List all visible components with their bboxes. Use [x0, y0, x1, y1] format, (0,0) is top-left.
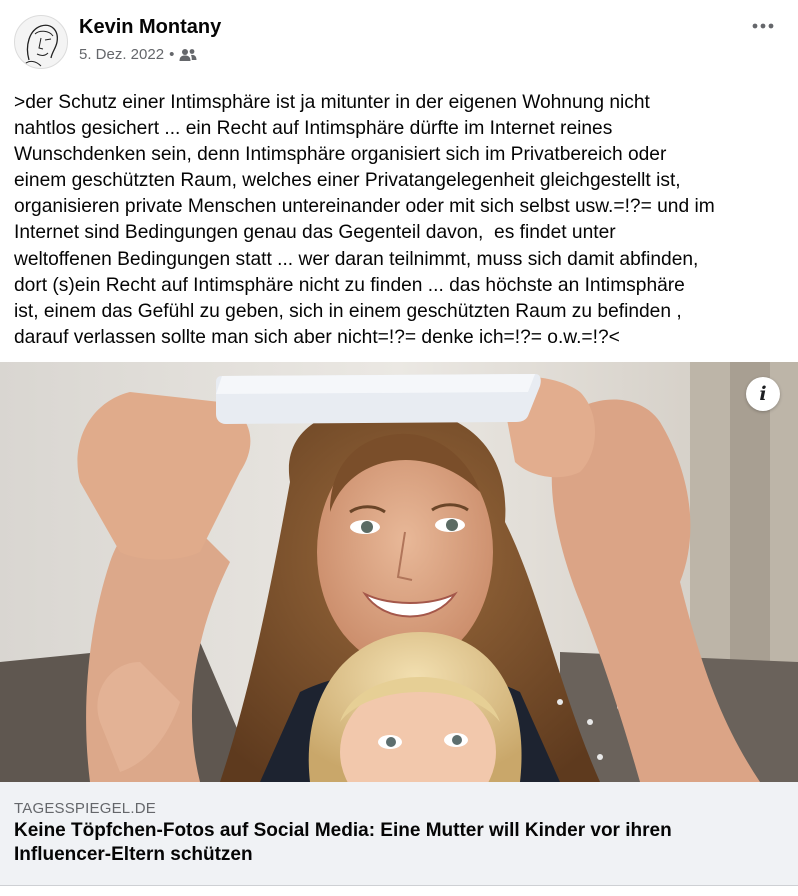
- friends-icon[interactable]: [179, 48, 197, 62]
- divider: [0, 885, 798, 886]
- author-name[interactable]: Kevin Montany: [79, 16, 222, 38]
- selfie-photo: [0, 362, 798, 782]
- post-text: >der Schutz einer Intimsphäre ist ja mitunter in der eigenen Wohnung nicht nahtlos gesichert ... ein Recht auf Intimsphäre dürfte im Internet reines Wunschdenken sein, denn Intimsphäre organisiert sich im Privatbereich oder einem geschützten Raum, welches einer Privatangelegenheit gleichgestellt ist, organisieren private Menschen untereinander oder mit sich selbst usw.=!?= und im Internet sind Bedingungen genau das Gegenteil davon, es findet unter weltoffenen Bedingungen statt ... wer daran teilnimmt, muss sich damit abfinden, dort (s)ein Recht auf Intimsphäre nicht zu finden ... das höchste an Intimsphäre ist, einem das Gefühl zu geben, sich in einem geschützten Raum zu befinden , darauf verlassen sollte man sich aber nicht=!?= denke ich=!?= o.w.=!?<: [14, 92, 715, 348]
- more-options-button[interactable]: [746, 14, 780, 38]
- avatar[interactable]: [14, 15, 68, 69]
- post-header: [0, 0, 798, 80]
- meta-separator: •: [169, 46, 175, 63]
- more-dots-icon: [752, 23, 774, 29]
- info-button[interactable]: i: [746, 377, 780, 411]
- post-date[interactable]: 5. Dez. 2022: [79, 46, 165, 63]
- link-preview-image[interactable]: [0, 362, 798, 782]
- link-title[interactable]: Keine Töpfchen-Fotos auf Social Media: Eine Mutter will Kinder vor ihren Influencer-Eltern schützen: [14, 820, 672, 865]
- sketch-portrait-icon: [15, 16, 68, 69]
- post-meta: [79, 46, 197, 63]
- link-domain: TAGESSPIEGEL.DE: [14, 800, 156, 817]
- link-preview-footer[interactable]: [0, 782, 798, 885]
